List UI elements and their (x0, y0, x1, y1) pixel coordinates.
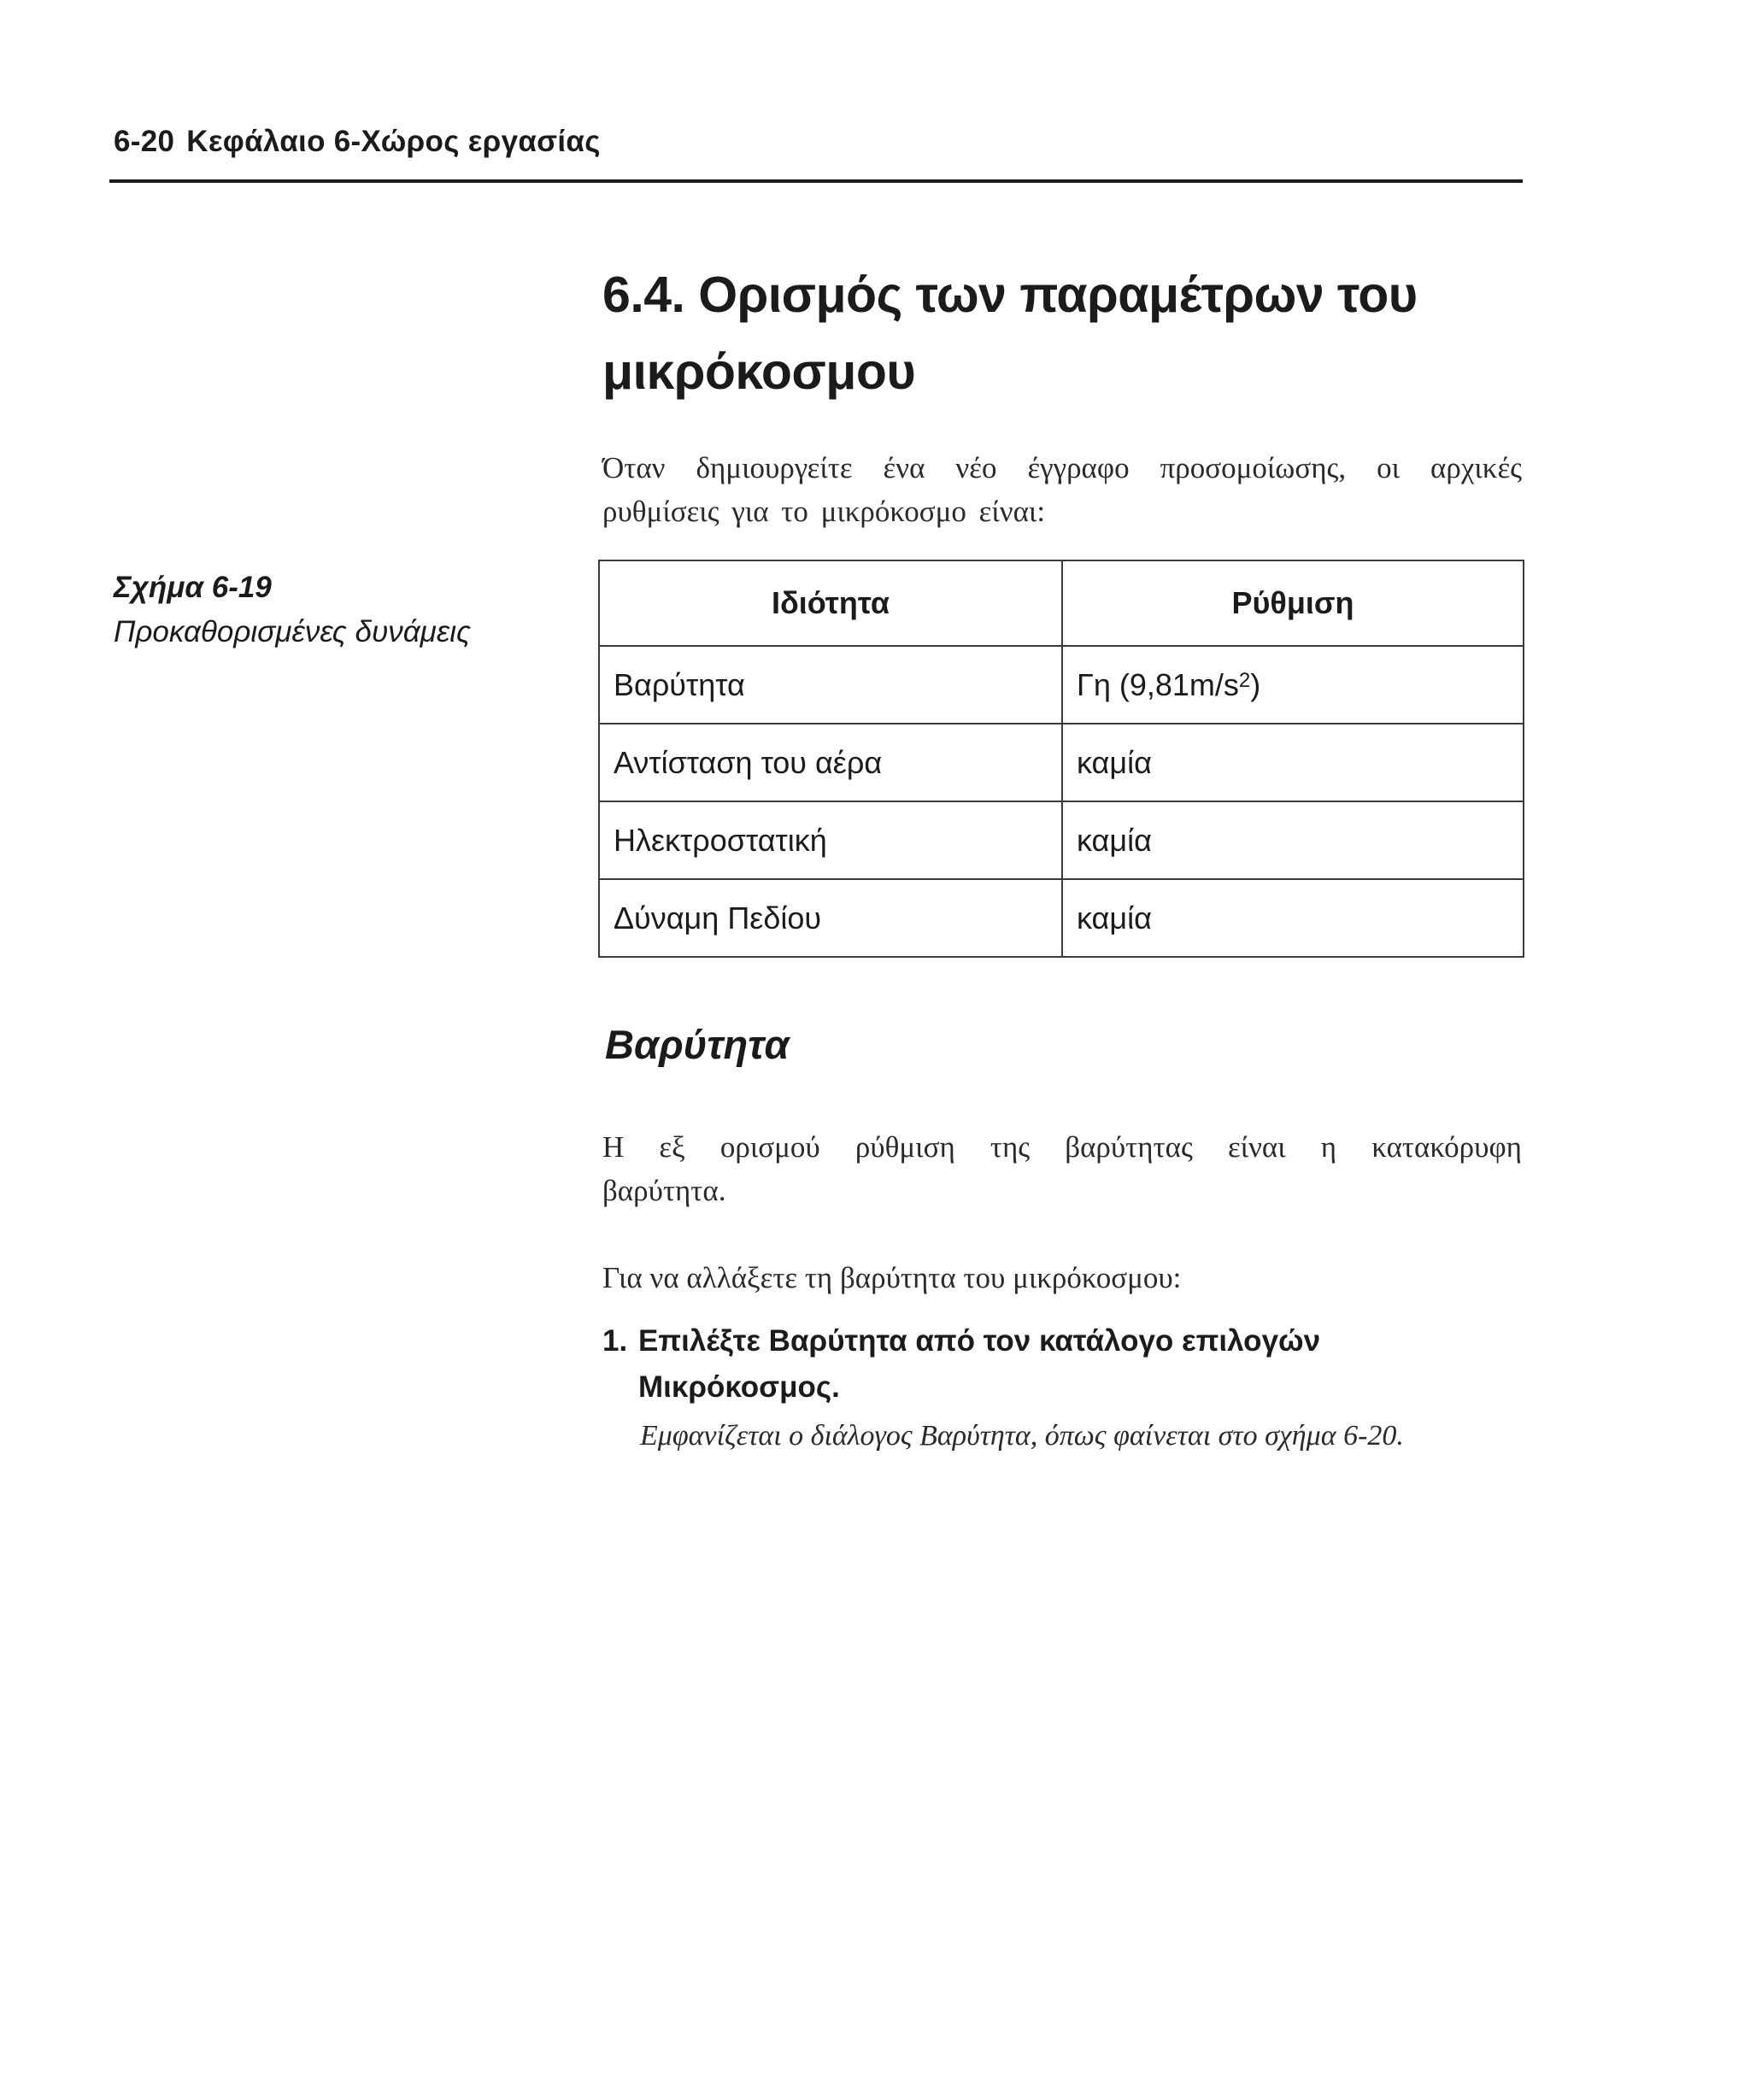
setting-text-tail: ) (1250, 666, 1261, 702)
section-title: 6.4. Ορισμός των παραμέτρων του μικρόκοσμου (602, 267, 1418, 400)
step-item (602, 1318, 1525, 1411)
property-cell: Δύναμη Πεδίου (599, 879, 1062, 957)
figure-number: Σχήμα 6-19 (114, 571, 272, 604)
setting-superscript: 2 (1238, 668, 1251, 692)
header-setting: Ρύθμιση (1062, 560, 1524, 646)
setting-cell (1062, 646, 1524, 724)
setting-cell: καμία (1062, 879, 1524, 957)
setting-cell: καμία (1062, 724, 1524, 801)
property-cell: Αντίσταση του αέρα (599, 724, 1062, 801)
page-number: 6-20 (114, 125, 175, 158)
table-row (599, 879, 1524, 957)
default-forces-table (598, 560, 1524, 958)
chapter-title: Κεφάλαιο 6-Χώρος εργασίας (186, 125, 601, 158)
figure-title: Προκαθορισμένες δυνάμεις (114, 615, 472, 648)
step-text: Επιλέξτε Βαρύτητα από τον κατάλογο επιλογών Μικρόκοσμος. (638, 1324, 1321, 1404)
setting-cell: καμία (1062, 801, 1524, 879)
change-gravity-intro: Για να αλλάξετε τη βαρύτητα του μικρόκοσμου: (602, 1261, 1182, 1294)
gravity-heading: Βαρύτητα (605, 1022, 790, 1067)
gravity-paragraph: Η εξ ορισμού ρύθμιση της βαρύτητας είναι η κατακόρυφη βαρύτητα. (602, 1130, 1522, 1207)
intro-paragraph: Όταν δημιουργείτε ένα νέο έγγραφο προσομοίωσης, οι αρχικές ρυθμίσεις για το μικρόκοσμο είναι: (602, 451, 1522, 528)
figure-caption (114, 566, 471, 654)
property-cell: Ηλεκτροστατική (599, 801, 1062, 879)
header-rule (109, 179, 1523, 183)
step-note: Εμφανίζεται ο διάλογος Βαρύτητα, όπως φαίνεται στο σχήμα 6-20. (640, 1420, 1404, 1452)
table-row (599, 646, 1524, 724)
step-number: 1. (602, 1324, 628, 1358)
setting-text: Γη (9,81m/s (1077, 666, 1239, 702)
table-header-row (599, 560, 1524, 646)
header-property: Ιδιότητα (599, 560, 1062, 646)
table-row (599, 801, 1524, 879)
property-cell: Βαρύτητα (599, 646, 1062, 724)
running-head (114, 125, 601, 159)
table-row (599, 724, 1524, 801)
